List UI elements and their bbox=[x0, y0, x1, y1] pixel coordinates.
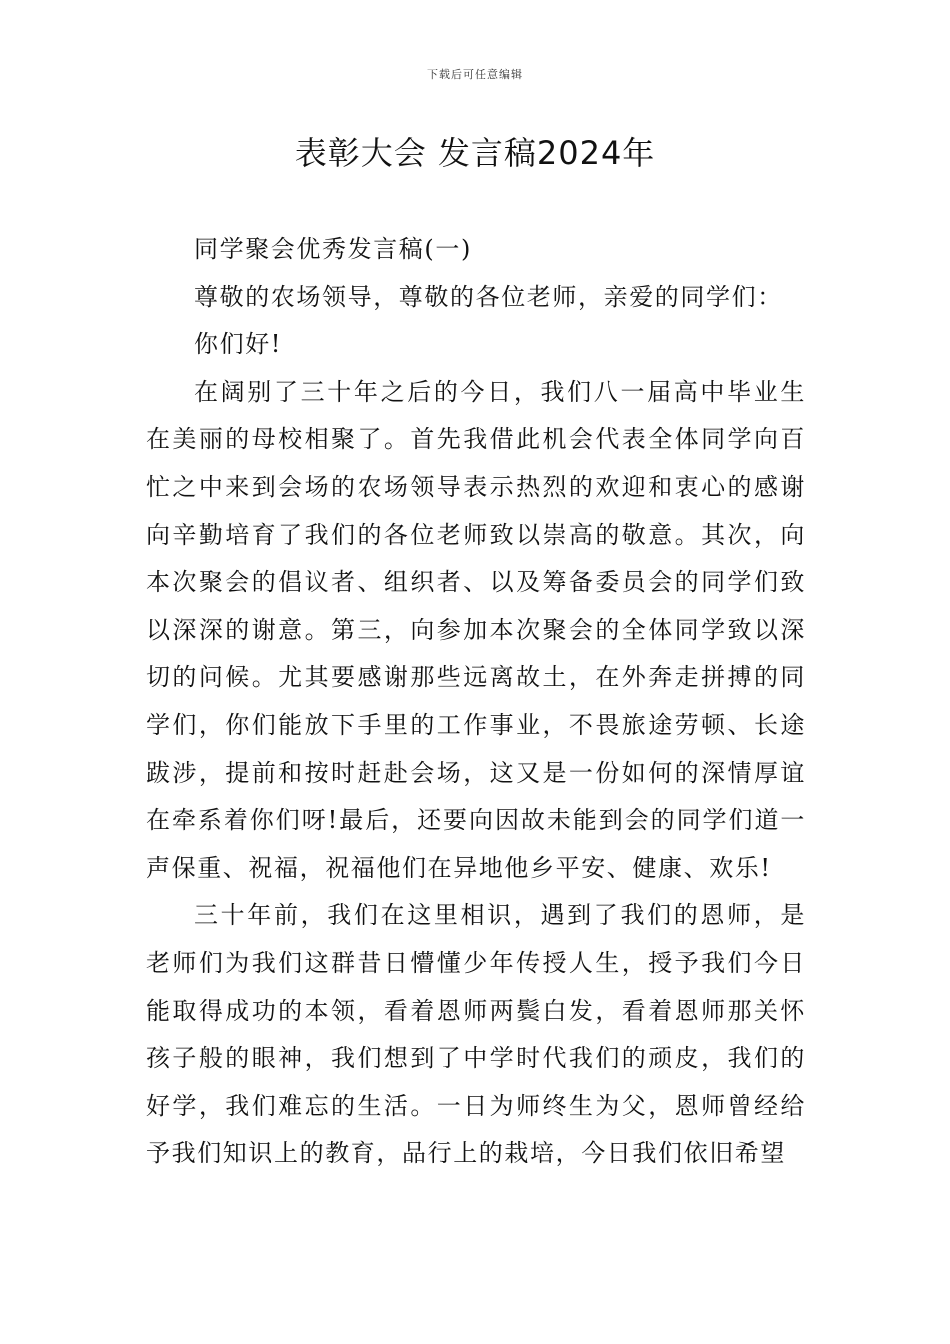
paragraph-body-1: 在阔别了三十年之后的今日，我们八一届高中毕业生在美丽的母校相聚了。首先我借此机会代表全体同学向百忙之中来到会场的农场领导表示热烈的欢迎和衷心的感谢向辛勤培育了我们的各位老师致以崇高的敬意。其次，向本次聚会的倡议者、组织者、以及筹备委员会的同学们致以深深的谢意。第三，向参加本次聚会的全体同学致以深切的问候。尤其要感谢那些远离故土，在外奔走拼搏的同学们，你们能放下手里的工作事业，不畏旅途劳顿、长途跋涉，提前和按时赶赴会场，这又是一份如何的深情厚谊在牵系着你们呀!最后，还要向因故未能到会的同学们道一声保重、祝福，祝福他们在异地他乡平安、健康、欢乐! bbox=[146, 377, 806, 882]
document-title: 表彰大会 发言稿2024年 bbox=[294, 134, 656, 172]
paragraph-subtitle: 同学聚会优秀发言稿(一) bbox=[194, 235, 472, 263]
paragraph-salutation: 尊敬的农场领导，尊敬的各位老师，亲爱的同学们： bbox=[194, 282, 783, 311]
header-note: 下载后可任意编辑 bbox=[427, 68, 523, 81]
paragraph-body-2: 三十年前，我们在这里相识，遇到了我们的恩师，是老师们为我们这群昔日懵懂少年传授人生，授予我们今日能取得成功的本领，看着恩师两鬓白发，看着恩师那关怀孩子般的眼神，我们想到了中学时代我们的顽皮，我们的好学，我们难忘的生活。一日为师终生为父，恩师曾经给予我们知识上的教育，品行上的栽培，今日我们依旧希望 bbox=[146, 901, 806, 1168]
paragraph-greeting: 你们好! bbox=[194, 330, 283, 359]
document-body bbox=[146, 226, 806, 1178]
